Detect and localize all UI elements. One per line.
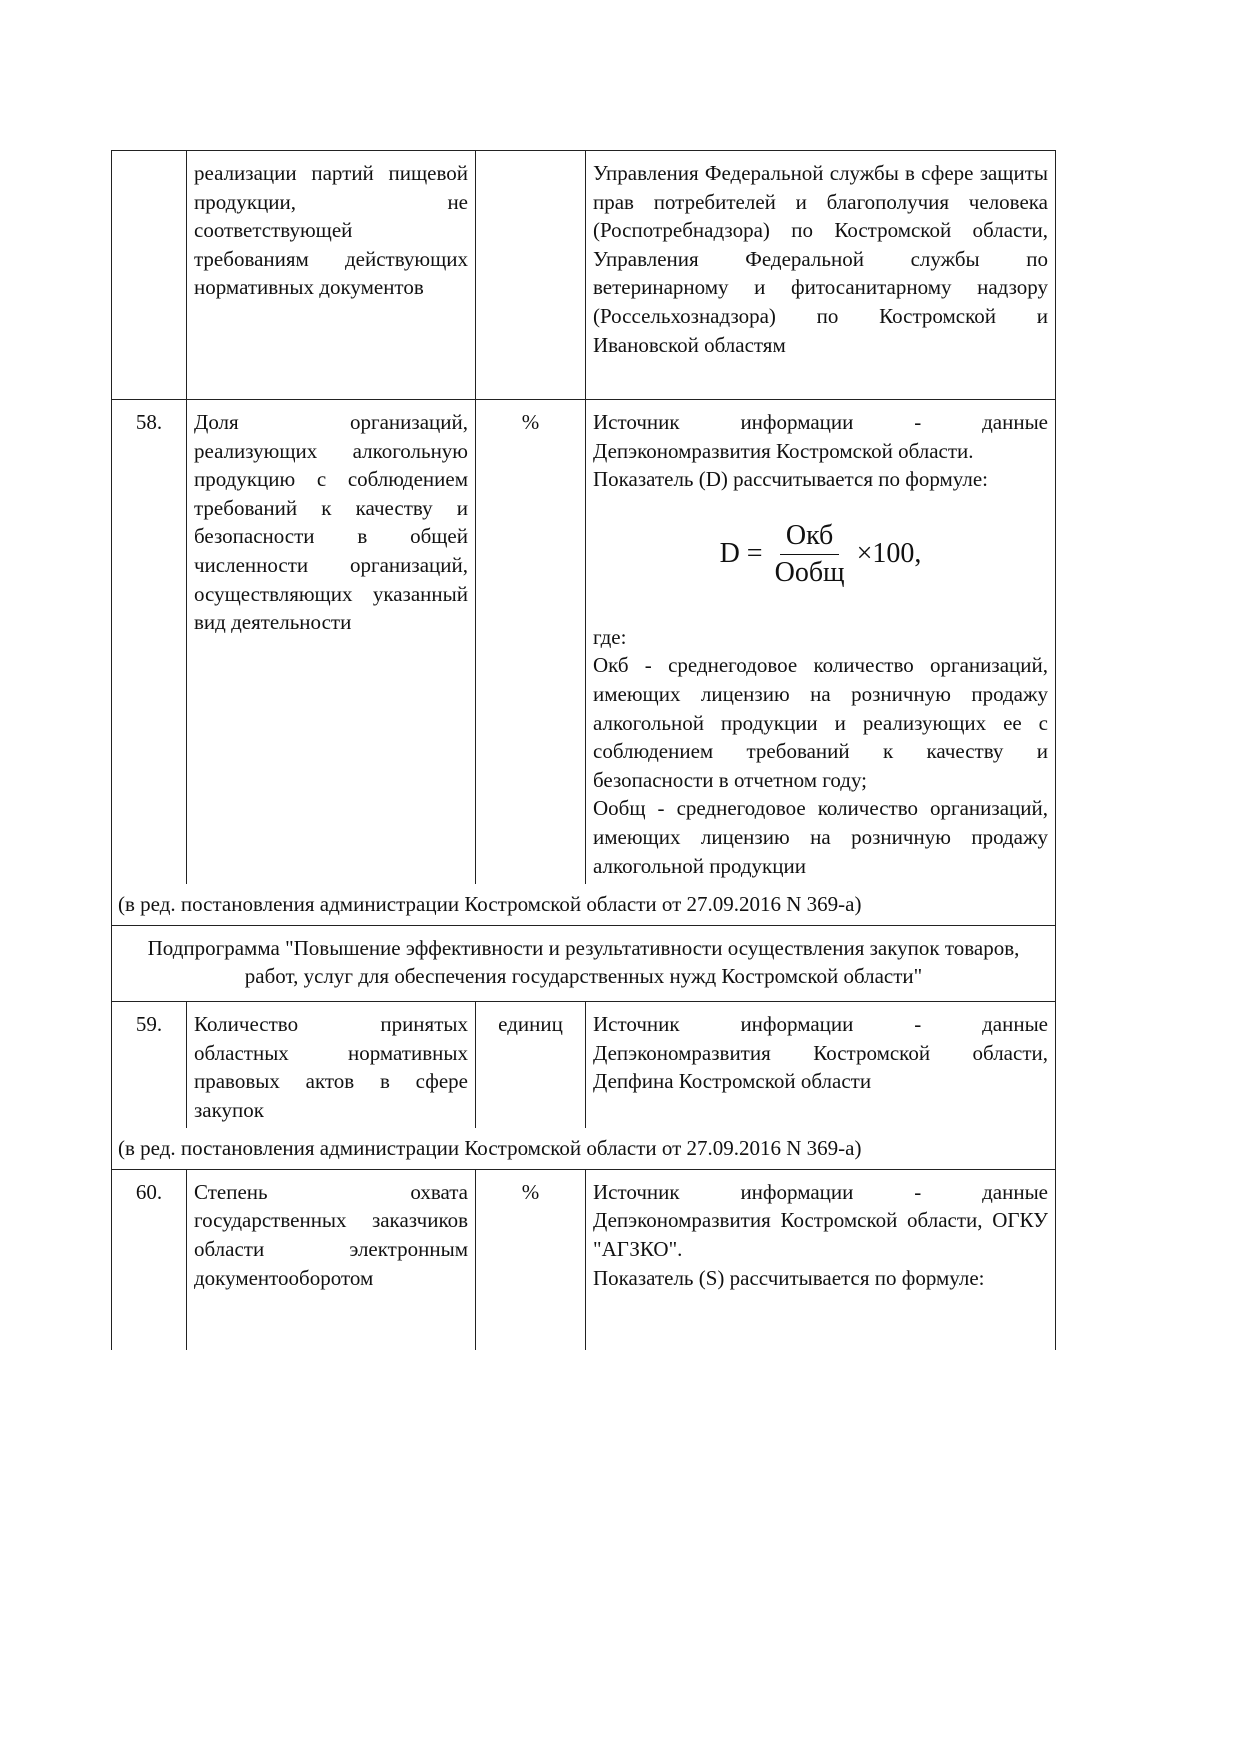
amendment-row <box>112 1128 1056 1169</box>
table-row-58 <box>112 400 1056 885</box>
amendment-note: (в ред. постановления администрации Костромской области от 27.09.2016 N 369-а) <box>112 1128 1056 1169</box>
row-number: 58. <box>112 400 187 885</box>
method-formula-intro: Показатель (S) рассчитывается по формуле: <box>593 1265 985 1290</box>
method-formula-intro: Показатель (D) рассчитывается по формуле: <box>593 467 989 492</box>
unit: % <box>476 1169 586 1296</box>
calculation-method <box>586 1169 1056 1296</box>
empty-cell <box>476 1296 586 1350</box>
formula-denominator: Ообщ <box>774 556 845 588</box>
formula-numerator: Окб <box>780 520 839 555</box>
empty-cell <box>586 1296 1056 1350</box>
empty-cell <box>187 1296 476 1350</box>
row-number: 60. <box>112 1169 187 1296</box>
indicator-name: Количество принятых областных нормативных правовых актов в сфере закупок <box>187 1001 476 1128</box>
formula-lhs: D = <box>719 537 763 569</box>
table-row-continued <box>112 151 1056 400</box>
calculation-method: Управления Федеральной службы в сфере защиты прав потребителей и благополучия человека (Роспотребнадзора) по Костромской области, Управления Федеральной службы по ветеринарному и фитосанитарному надзору (Россельхознадзора) по Костромской и Ивановской областям <box>586 151 1056 400</box>
method-source: Источник информации - данные Депэкономразвития Костромской области, ОГКУ "АГЗКО". <box>593 1179 1048 1262</box>
empty-cell <box>112 1296 187 1350</box>
unit: % <box>476 400 586 885</box>
table-row-59 <box>112 1001 1056 1128</box>
unit: единиц <box>476 1001 586 1128</box>
indicators-table <box>111 150 1056 1350</box>
formula-d <box>593 520 1048 589</box>
amendment-note: (в ред. постановления администрации Костромской области от 27.09.2016 N 369-а) <box>112 884 1056 925</box>
row-number: 59. <box>112 1001 187 1128</box>
where-label: где: <box>593 624 627 649</box>
table-row-60 <box>112 1169 1056 1296</box>
subprogram-title: Подпрограмма "Повышение эффективности и результативности осуществления закупок товаров, работ, услуг для обеспечения государственных нужд Костромской области" <box>112 925 1056 1001</box>
indicator-name: Степень охвата государственных заказчиков области электронным документооборотом <box>187 1169 476 1296</box>
indicator-name: Доля организаций, реализующих алкогольную продукцию с соблюдением требований к качеству и безопасности в общей численности организаций, осуществляющих указанный вид деятельности <box>187 400 476 885</box>
amendment-row <box>112 884 1056 925</box>
definition-oobshch: Ообщ - среднегодовое количество организаций, имеющих лицензию на розничную продажу алкогольной продукции <box>593 796 1048 878</box>
method-source: Источник информации - данные Депэкономразвития Костромской области. <box>593 410 1048 463</box>
document-page <box>111 150 1055 1350</box>
subprogram-row <box>112 925 1056 1001</box>
indicator-name: реализации партий пищевой продукции, не соответствующей требованиям действующих нормативных документов <box>187 151 476 400</box>
formula-rhs: ×100, <box>856 537 922 569</box>
calculation-method: Источник информации - данные Депэкономразвития Костромской области, Депфина Костромской области <box>586 1001 1056 1128</box>
row-number <box>112 151 187 400</box>
table-row-60-continuation <box>112 1296 1056 1350</box>
calculation-method <box>586 400 1056 885</box>
unit <box>476 151 586 400</box>
definition-okb: Окб - среднегодовое количество организаций, имеющих лицензию на розничную продажу алкогольной продукции и реализующих ее с соблюдением требований к качеству и безопасности в отчетном году; <box>593 653 1048 792</box>
formula-fraction <box>769 520 851 589</box>
